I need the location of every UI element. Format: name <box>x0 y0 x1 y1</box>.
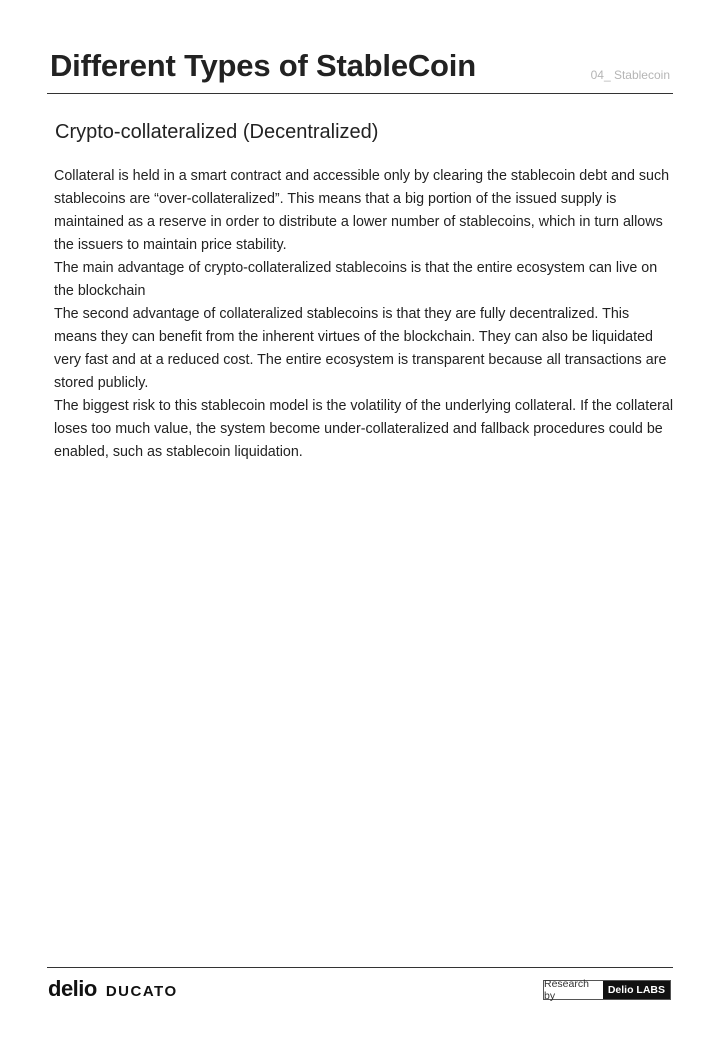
section-tag: 04_ Stablecoin <box>590 68 670 82</box>
footer-logo <box>48 976 178 1002</box>
header-divider <box>47 93 673 94</box>
paragraph: The biggest risk to this stablecoin model is the volatility of the underlying collateral. If the collateral loses too much value, the system become under-collateralized and fallback procedures could be enabled, such as stablecoin liquidation. <box>54 398 674 460</box>
research-badge <box>543 980 671 1000</box>
logo-ducato: DUCATO <box>105 983 178 1000</box>
paragraph: The second advantage of collateralized stablecoins is that they are fully decentralized. This means they can benefit from the inherent virtues of the blockchain. They can also be liquidated very fast and at a reduced cost. The entire ecosystem is transparent because all transactions are stored publicly. <box>54 306 667 391</box>
section-subheading: Crypto-collateralized (Decentralized) <box>55 121 379 143</box>
footer-divider <box>47 967 673 968</box>
paragraph: Collateral is held in a smart contract and accessible only by clearing the stablecoin debt and such stablecoins are “over-collateralized”. This means that a big portion of the issued supply is maintained as a reserve in order to distribute a lower number of stablecoins, which in turn allows the issuers to maintain price stability. <box>54 168 670 253</box>
badge-label: Research by <box>544 978 589 1002</box>
paragraph: The main advantage of crypto-collateralized stablecoins is that the entire ecosystem can live on the blockchain <box>54 260 658 299</box>
body-text <box>54 165 674 464</box>
page-title: Different Types of StableCoin <box>50 48 476 83</box>
badge-brand: Delio LABS <box>603 981 670 999</box>
logo-delio: delio <box>48 976 97 1001</box>
